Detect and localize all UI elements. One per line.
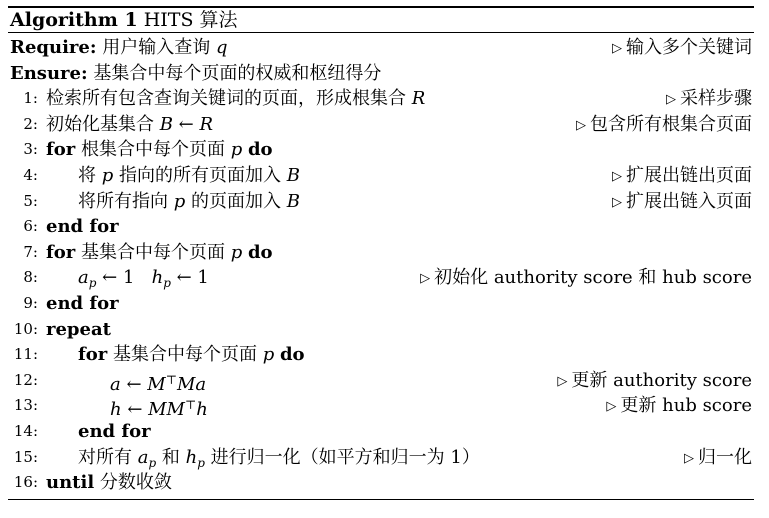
line-text: 基集合中每个页面 <box>112 344 257 366</box>
algorithm-line <box>8 112 754 138</box>
bottom-rule <box>8 499 754 500</box>
line-number: 5: <box>23 191 38 210</box>
algorithm-name: HITS 算法 <box>143 9 238 31</box>
algorithm-label: Algorithm 1 <box>10 9 138 31</box>
line-keyword: do <box>247 139 273 161</box>
line-text: 进行归一化（如平方和归一为 1） <box>210 446 480 468</box>
line-number: 11: <box>13 345 38 364</box>
algorithm-line <box>8 189 754 215</box>
algorithm-line <box>8 317 754 343</box>
line-superscript: ⊤ <box>184 398 197 413</box>
ensure-text: 基集合中每个页面的权威和枢纽得分 <box>93 62 382 84</box>
line-expr: a ← M <box>110 373 166 395</box>
line-comment: ▷ 更新 authority score <box>557 369 752 391</box>
line-text: 初始化基集合 <box>46 113 154 135</box>
line-number: 1: <box>23 89 38 108</box>
comment-triangle-icon: ▷ <box>612 168 622 184</box>
require-var: q <box>215 37 228 58</box>
line-keyword: until <box>46 472 95 494</box>
line-text: 检索所有包含查询关键词的页面，形成根集合 <box>46 88 406 110</box>
line-subscript: p <box>163 276 171 291</box>
line-number: 3: <box>23 140 38 159</box>
line-number: 10: <box>13 319 38 338</box>
algorithm-line <box>8 368 754 394</box>
line-keyword: do <box>279 344 305 366</box>
line-number: 6: <box>23 217 38 236</box>
line-expr: h ← MM <box>110 399 185 421</box>
line-number: 4: <box>23 165 38 184</box>
line-keyword: end for <box>78 420 151 442</box>
comment-triangle-icon: ▷ <box>612 194 622 210</box>
line-subscript: p <box>197 455 205 470</box>
algorithm-line <box>8 240 754 266</box>
line-text: 基集合中每个页面 <box>80 241 225 263</box>
algorithm-line <box>8 265 754 291</box>
line-keyword: for <box>46 241 76 263</box>
line-var: p <box>230 139 243 161</box>
comment-triangle-icon: ▷ <box>576 117 586 133</box>
line-comment: ▷ 扩展出链出页面 <box>612 164 752 186</box>
line-number: 2: <box>23 114 38 133</box>
comment-triangle-icon: ▷ <box>606 399 617 415</box>
line-comment: ▷ 扩展出链入页面 <box>612 190 752 212</box>
line-number: 9: <box>23 293 38 312</box>
line-number: 13: <box>13 396 38 415</box>
algorithm-line <box>8 470 754 496</box>
line-var: B <box>286 190 300 212</box>
line-text: 的页面加入 <box>191 190 281 212</box>
line-keyword: repeat <box>46 318 111 340</box>
line-var: h <box>151 267 164 289</box>
line-var: p <box>262 344 275 366</box>
line-comment: ▷ 初始化 authority score 和 hub score <box>420 267 752 289</box>
line-number: 12: <box>13 370 38 389</box>
algorithm-line <box>8 137 754 163</box>
algorithm-block <box>8 6 754 500</box>
require-comment: ▷ 输入多个关键词 <box>612 37 752 58</box>
require-keyword: Require: <box>10 37 97 58</box>
line-var: p <box>101 164 114 186</box>
ensure-keyword: Ensure: <box>10 62 88 84</box>
line-var: R <box>411 88 426 110</box>
line-keyword: do <box>247 241 273 263</box>
comment-triangle-icon: ▷ <box>666 92 676 108</box>
line-text: 根集合中每个页面 <box>80 139 225 161</box>
algorithm-line <box>8 393 754 419</box>
line-keyword: end for <box>46 216 119 238</box>
line-number: 15: <box>13 447 38 466</box>
algorithm-title <box>8 8 754 32</box>
line-text: 将 <box>78 164 96 186</box>
line-expr: B ← R <box>159 113 214 135</box>
line-superscript: ⊤ <box>165 372 177 387</box>
line-comment: ▷ 采样步骤 <box>666 88 752 110</box>
line-text: 对所有 <box>78 446 132 468</box>
line-var: p <box>173 190 186 212</box>
line-text: 和 <box>161 446 180 468</box>
line-var: h <box>185 446 198 468</box>
algorithm-line <box>8 342 754 368</box>
line-text: 指向的所有页面加入 <box>119 164 281 186</box>
require-text: 用户输入查询 <box>102 37 211 58</box>
line-keyword: end for <box>46 292 119 314</box>
comment-triangle-icon: ▷ <box>420 271 431 287</box>
line-expr: Ma <box>176 373 207 395</box>
line-keyword: for <box>78 344 108 366</box>
line-comment: ▷ 更新 hub score <box>606 395 752 417</box>
line-number: 16: <box>13 473 38 492</box>
line-subscript: p <box>88 276 97 291</box>
require-line <box>8 35 754 61</box>
algorithm-line <box>8 163 754 189</box>
algorithm-line <box>8 291 754 317</box>
line-expr: ← 1 <box>102 267 135 289</box>
title-rule <box>8 32 754 33</box>
comment-triangle-icon: ▷ <box>612 41 622 56</box>
line-comment: ▷ 归一化 <box>684 446 752 468</box>
line-var: a <box>78 267 89 289</box>
comment-triangle-icon: ▷ <box>684 450 694 466</box>
line-subscript: p <box>148 455 157 470</box>
line-keyword: for <box>46 139 76 161</box>
algorithm-line <box>8 445 754 471</box>
line-number: 8: <box>23 268 38 287</box>
line-expr: h <box>196 399 208 421</box>
line-expr: ← 1 <box>176 267 209 289</box>
algorithm-line <box>8 86 754 112</box>
line-number: 14: <box>13 421 38 440</box>
line-comment: ▷ 包含所有根集合页面 <box>576 113 752 135</box>
algorithm-line <box>8 419 754 445</box>
line-var: B <box>286 164 300 186</box>
line-text: 分数收敛 <box>99 472 172 494</box>
line-text: 将所有指向 <box>78 190 168 212</box>
line-number: 7: <box>23 242 38 261</box>
line-var: p <box>230 241 243 263</box>
ensure-line <box>8 61 754 87</box>
algorithm-line <box>8 214 754 240</box>
line-var: a <box>137 446 149 468</box>
comment-triangle-icon: ▷ <box>557 373 568 389</box>
